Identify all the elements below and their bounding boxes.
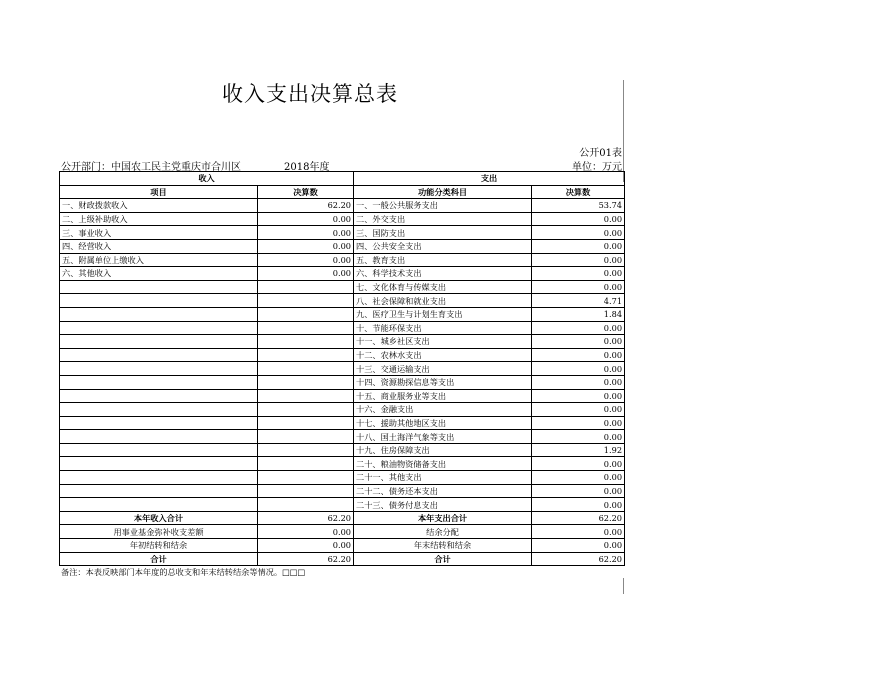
income-amount-cell: 0.00 (258, 226, 354, 240)
expense-amount-cell: 0.00 (532, 430, 625, 444)
footnote: 备注：本表反映部门本年度的总收支和年末结转结余等情况。□□□ (61, 567, 306, 577)
income-item-cell: 二、上级补助收入 (60, 212, 258, 226)
amount-column-header: 决算数 (258, 185, 354, 199)
summary-income-value: 62.20 (258, 511, 354, 525)
income-amount-cell (258, 362, 354, 376)
summary-expense-label: 结余分配 (354, 525, 532, 539)
income-item-cell (60, 484, 258, 498)
amount2-column-header: 决算数 (532, 185, 625, 199)
table-row (60, 321, 625, 335)
summary-row (60, 525, 625, 539)
summary-expense-value: 62.20 (532, 511, 625, 525)
income-amount-cell (258, 294, 354, 308)
income-amount-cell (258, 335, 354, 349)
income-item-cell: 四、经营收入 (60, 239, 258, 253)
summary-income-value: 0.00 (258, 525, 354, 539)
expense-item-cell: 九、医疗卫生与计划生育支出 (354, 307, 532, 321)
table-row (60, 484, 625, 498)
income-amount-cell (258, 430, 354, 444)
income-amount-cell: 0.00 (258, 239, 354, 253)
income-amount-cell (258, 375, 354, 389)
income-item-cell: 五、附属单位上缴收入 (60, 253, 258, 267)
table-row (60, 443, 625, 457)
income-amount-cell (258, 484, 354, 498)
item-column-header: 项目 (60, 185, 258, 199)
table-row (60, 280, 625, 294)
income-item-cell (60, 321, 258, 335)
column-header-row (60, 185, 625, 199)
expense-amount-cell: 0.00 (532, 498, 625, 512)
expense-amount-cell: 1.92 (532, 443, 625, 457)
expense-item-cell: 一、一般公共服务支出 (354, 199, 532, 213)
expense-item-cell: 二十一、其他支出 (354, 471, 532, 485)
vertical-divider (623, 80, 624, 182)
expense-item-cell: 十九、住房保障支出 (354, 443, 532, 457)
expense-item-cell: 二十三、债务付息支出 (354, 498, 532, 512)
expense-amount-cell: 0.00 (532, 375, 625, 389)
expense-amount-cell: 0.00 (532, 212, 625, 226)
expense-amount-cell: 0.00 (532, 389, 625, 403)
expense-item-cell: 十、节能环保支出 (354, 321, 532, 335)
summary-expense-label: 本年支出合计 (354, 511, 532, 525)
expense-item-cell: 四、公共安全支出 (354, 239, 532, 253)
summary-income-label: 年初结转和结余 (60, 539, 258, 553)
table-row (60, 199, 625, 213)
table-row (60, 457, 625, 471)
expense-amount-cell: 0.00 (532, 335, 625, 349)
income-item-cell (60, 280, 258, 294)
income-amount-cell (258, 457, 354, 471)
table-row (60, 226, 625, 240)
summary-income-label: 用事业基金弥补收支差额 (60, 525, 258, 539)
form-number: 公开01表 (579, 148, 622, 159)
table-row (60, 416, 625, 430)
expense-amount-cell: 53.74 (532, 199, 625, 213)
income-amount-cell (258, 280, 354, 294)
table-row (60, 267, 625, 281)
expense-amount-cell: 0.00 (532, 267, 625, 281)
expense-amount-cell: 4.71 (532, 294, 625, 308)
income-item-cell (60, 403, 258, 417)
expense-amount-cell: 0.00 (532, 239, 625, 253)
income-amount-cell (258, 307, 354, 321)
budget-table (59, 171, 625, 566)
expense-item-cell: 五、教育支出 (354, 253, 532, 267)
income-item-cell (60, 430, 258, 444)
income-item-cell (60, 375, 258, 389)
table-row (60, 498, 625, 512)
income-item-cell (60, 457, 258, 471)
income-amount-cell (258, 389, 354, 403)
income-amount-cell: 0.00 (258, 253, 354, 267)
summary-income-value: 0.00 (258, 539, 354, 553)
department-label: 公开部门：中国农工民主党重庆市合川区 (61, 162, 241, 173)
income-amount-cell (258, 348, 354, 362)
expense-item-cell: 十三、交通运输支出 (354, 362, 532, 376)
summary-row (60, 511, 625, 525)
income-item-cell (60, 471, 258, 485)
expense-item-cell: 六、科学技术支出 (354, 267, 532, 281)
expense-amount-cell: 0.00 (532, 362, 625, 376)
table-row (60, 294, 625, 308)
expense-item-cell: 二十、粮油物资储备支出 (354, 457, 532, 471)
expense-item-cell: 八、社会保障和就业支出 (354, 294, 532, 308)
expense-amount-cell: 0.00 (532, 280, 625, 294)
income-item-cell (60, 416, 258, 430)
category-column-header: 功能分类科目 (354, 185, 532, 199)
summary-expense-label: 年末结转和结余 (354, 539, 532, 553)
income-item-cell (60, 362, 258, 376)
table-row (60, 348, 625, 362)
expense-amount-cell: 0.00 (532, 253, 625, 267)
expense-amount-cell: 0.00 (532, 416, 625, 430)
table-row (60, 253, 625, 267)
income-amount-cell: 62.20 (258, 199, 354, 213)
expense-item-cell: 十二、农林水支出 (354, 348, 532, 362)
income-item-cell (60, 443, 258, 457)
summary-expense-value: 62.20 (532, 552, 625, 566)
table-row (60, 212, 625, 226)
income-item-cell (60, 389, 258, 403)
table-row (60, 430, 625, 444)
income-header: 收入 (60, 172, 354, 186)
expense-amount-cell: 0.00 (532, 226, 625, 240)
expense-amount-cell: 0.00 (532, 471, 625, 485)
expense-item-cell: 十一、城乡社区支出 (354, 335, 532, 349)
summary-income-label: 本年收入合计 (60, 511, 258, 525)
expense-header: 支出 (354, 172, 625, 186)
summary-row (60, 552, 625, 566)
expense-amount-cell: 0.00 (532, 321, 625, 335)
income-item-cell: 一、财政拨款收入 (60, 199, 258, 213)
summary-expense-value: 0.00 (532, 525, 625, 539)
expense-amount-cell: 0.00 (532, 403, 625, 417)
table-row (60, 403, 625, 417)
income-amount-cell: 0.00 (258, 267, 354, 281)
expense-item-cell: 十六、金融支出 (354, 403, 532, 417)
summary-expense-value: 0.00 (532, 539, 625, 553)
table-row (60, 362, 625, 376)
income-item-cell (60, 498, 258, 512)
expense-amount-cell: 0.00 (532, 348, 625, 362)
table-row (60, 307, 625, 321)
income-amount-cell (258, 403, 354, 417)
income-item-cell (60, 307, 258, 321)
expense-amount-cell: 0.00 (532, 457, 625, 471)
income-amount-cell (258, 498, 354, 512)
income-item-cell (60, 335, 258, 349)
summary-expense-label: 合计 (354, 552, 532, 566)
income-item-cell: 三、事业收入 (60, 226, 258, 240)
expense-item-cell: 七、文化体育与传媒支出 (354, 280, 532, 294)
table-row (60, 471, 625, 485)
expense-item-cell: 十七、援助其他地区支出 (354, 416, 532, 430)
summary-income-label: 合计 (60, 552, 258, 566)
summary-income-value: 62.20 (258, 552, 354, 566)
vertical-divider-lower (623, 578, 624, 594)
income-amount-cell (258, 321, 354, 335)
income-item-cell (60, 348, 258, 362)
table-row (60, 239, 625, 253)
table-row (60, 375, 625, 389)
page-title: 收入支出决算总表 (222, 82, 398, 106)
income-amount-cell: 0.00 (258, 212, 354, 226)
income-amount-cell (258, 443, 354, 457)
income-amount-cell (258, 471, 354, 485)
expense-amount-cell: 1.84 (532, 307, 625, 321)
income-item-cell (60, 294, 258, 308)
section-header-row (60, 172, 625, 186)
expense-item-cell: 十五、商业服务业等支出 (354, 389, 532, 403)
fiscal-year: 2018年度 (284, 162, 330, 173)
expense-item-cell: 三、国防支出 (354, 226, 532, 240)
expense-amount-cell: 0.00 (532, 484, 625, 498)
expense-item-cell: 二、外交支出 (354, 212, 532, 226)
income-amount-cell (258, 416, 354, 430)
expense-item-cell: 十八、国土海洋气象等支出 (354, 430, 532, 444)
unit-label: 单位：万元 (572, 162, 622, 173)
expense-item-cell: 二十二、债务还本支出 (354, 484, 532, 498)
expense-item-cell: 十四、资源勘探信息等支出 (354, 375, 532, 389)
table-row (60, 335, 625, 349)
summary-row (60, 539, 625, 553)
table-row (60, 389, 625, 403)
income-item-cell: 六、其他收入 (60, 267, 258, 281)
